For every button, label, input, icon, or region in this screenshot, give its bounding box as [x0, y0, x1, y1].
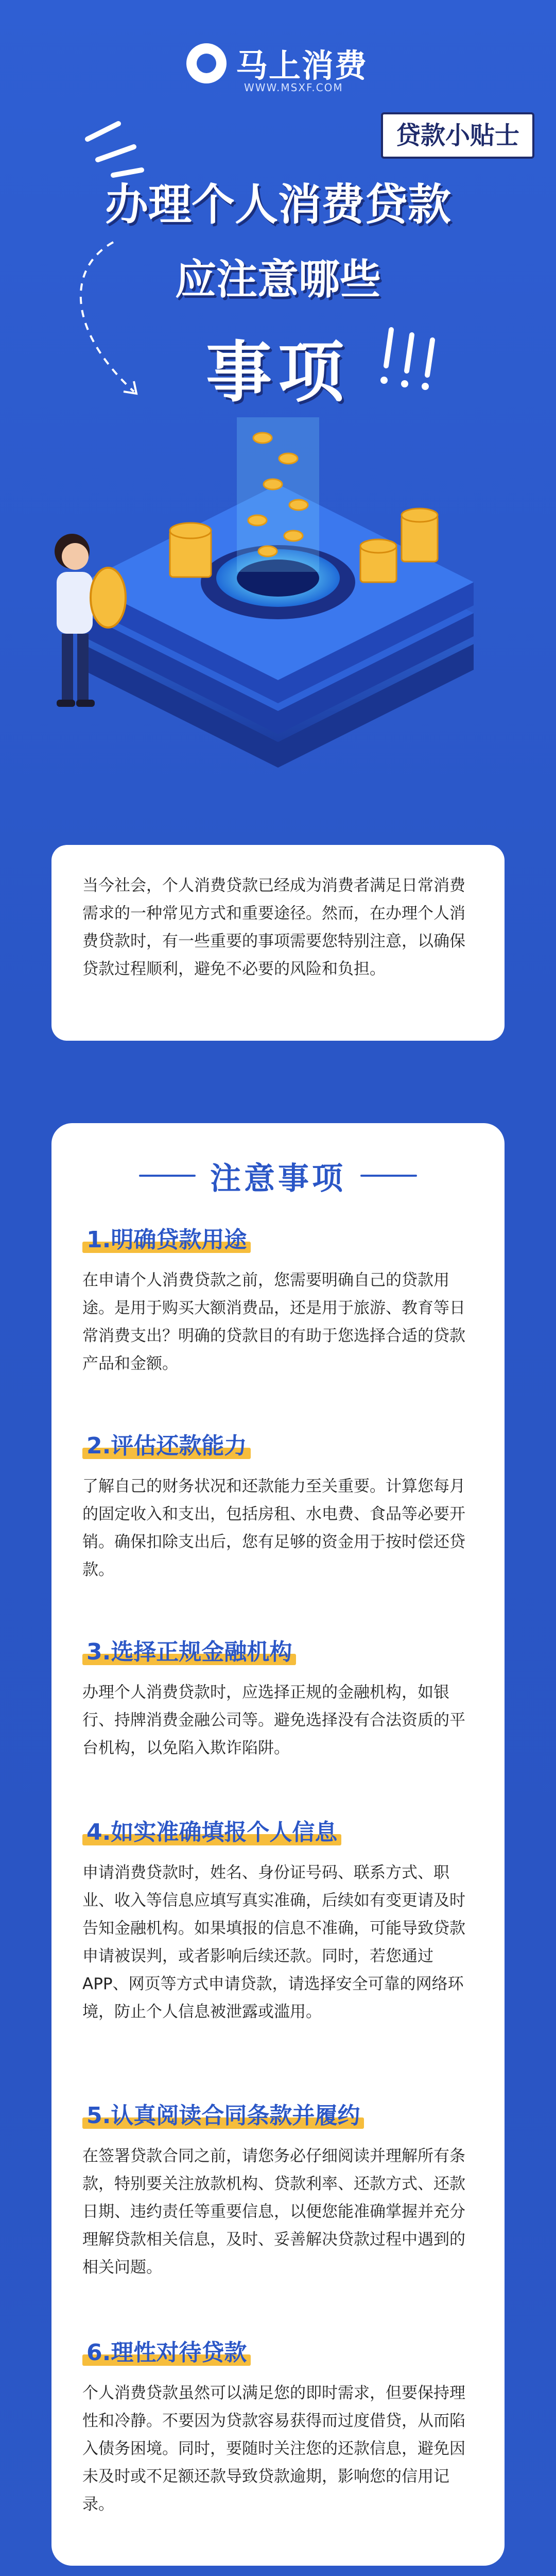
heading-line-right — [360, 1175, 417, 1177]
note-body: 申请消费贷款时，姓名、身份证号码、联系方式、职业、收入等信息应填写真实准确，后续如有变更请及时告知金融机构。如果填报的信息不准确，可能导致贷款申请被误判，或者影响后续还款。同时，若您通过APP、网页等方式申请贷款，请选择安全可靠的网络环境，防止个人信息被泄露或滥用。 — [82, 1863, 465, 2021]
brand-name: 马上消费 — [236, 47, 368, 84]
intro-text: 当今社会，个人消费贷款已经成为消费者满足日常消费需求的一种常见方式和重要途径。然而，在办理个人消费贷款时，有一些重要的事项需要您特别注意，以确保贷款过程顺利，避免不必要的风险和负担。 — [82, 876, 465, 978]
note-title: 2.评估还款能力 — [82, 1427, 251, 1460]
note-body: 个人消费贷款虽然可以满足您的即时需求，但要保持理性和冷静。不要因为贷款容易获得而过度借贷，从而陷入债务困境。同时，要随时关注您的还款信息，避免因未及时或不足额还款导致贷款逾期，影响您的信用记录。 — [82, 2384, 465, 2514]
note-section — [82, 2097, 475, 2281]
note-body: 在申请个人消费贷款之前，您需要明确自己的贷款用途。是用于购买大额消费品，还是用于旅游、教育等日常消费支出？明确的贷款目的有助于您选择合适的贷款产品和金额。 — [82, 1271, 465, 1373]
intro-card — [51, 845, 505, 1041]
hero-title-line1: 办理个人消费贷款 — [105, 179, 451, 230]
logo-mark-icon — [186, 43, 227, 83]
note-section — [82, 1814, 475, 2026]
brand-url: WWW.MSXF.COM — [244, 81, 343, 94]
hero-tag: 贷款小贴士 — [381, 112, 534, 159]
note-section — [82, 1221, 475, 1378]
note-section — [82, 2334, 475, 2518]
notes-card — [51, 1123, 505, 2566]
hero-illustration — [31, 402, 525, 824]
hero-title-line3: 事项 — [205, 334, 350, 411]
notes-heading: 注意事项 — [210, 1161, 346, 1197]
note-section — [82, 1427, 475, 1584]
hero-title-line2: 应注意哪些 — [175, 255, 381, 303]
note-body: 办理个人消费贷款时，应选择正规的金融机构，如银行、持牌消费金融公司等。避免选择没有合法资质的平台机构，以免陷入欺诈陷阱。 — [82, 1683, 465, 1757]
brand-logo — [186, 40, 372, 97]
note-body: 了解自己的财务状况和还款能力至关重要。计算您每月的固定收入和支出，包括房租、水电费、食品等必要开销。确保扣除支出后，您有足够的资金用于按时偿还贷款。 — [82, 1477, 465, 1579]
note-title: 1.明确贷款用途 — [82, 1221, 251, 1254]
note-title: 4.如实准确填报个人信息 — [82, 1814, 341, 1846]
note-title: 6.理性对待贷款 — [82, 2334, 251, 2367]
note-body: 在签署贷款合同之前，请您务必仔细阅读并理解所有条款，特别要关注放款机构、贷款利率、还款方式、还款日期、违约责任等重要信息，以便您能准确掌握并充分理解贷款相关信息，及时、妥善解决贷款过程中遇到的相关问题。 — [82, 2147, 465, 2277]
note-title: 3.选择正规金融机构 — [82, 1633, 296, 1666]
note-section — [82, 1633, 475, 1762]
note-title: 5.认真阅读合同条款并履约 — [82, 2097, 364, 2130]
